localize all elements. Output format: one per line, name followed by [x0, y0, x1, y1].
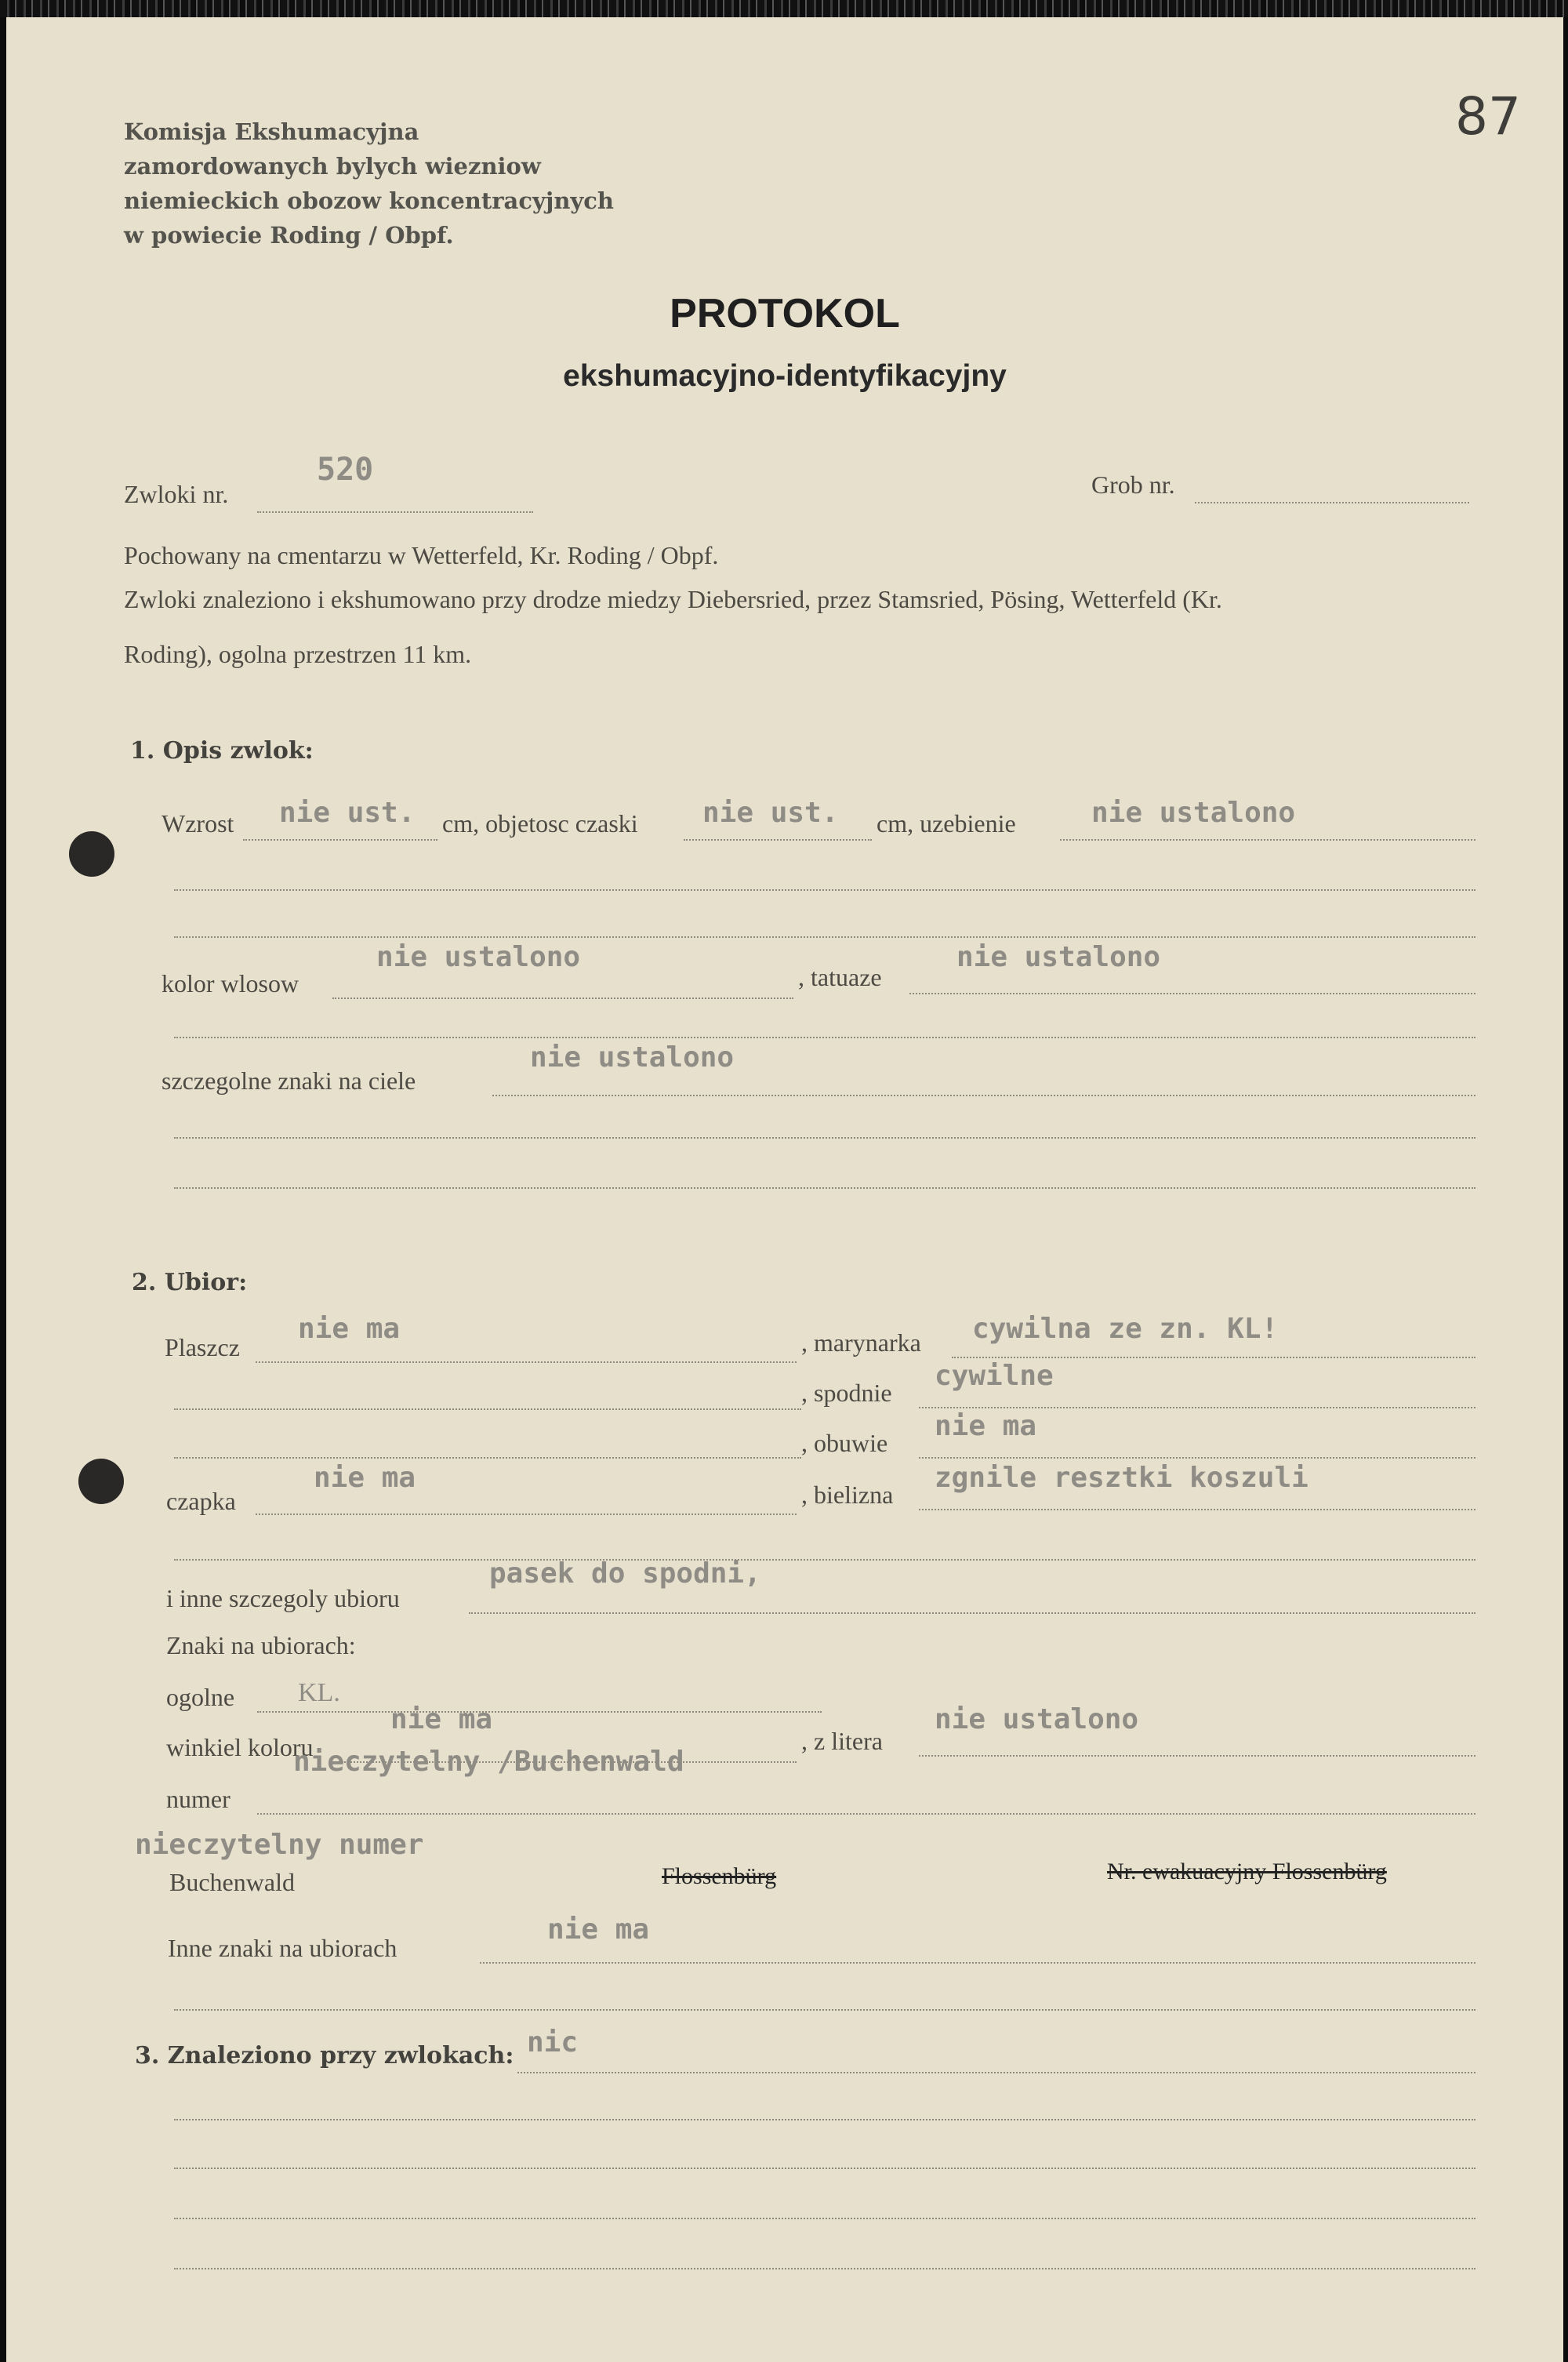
section-3-value: nic	[527, 2026, 579, 2059]
section-3-field-line	[517, 2072, 1475, 2073]
header-line-4: w powiecie Roding / Obpf.	[124, 222, 454, 249]
ogolne-value: KL.	[298, 1678, 340, 1707]
ogolne-label: ogolne	[166, 1683, 235, 1711]
document-title: PROTOKOL	[670, 291, 900, 336]
kolor-field-line	[332, 997, 793, 999]
section-2-heading: 2. Ubior:	[132, 1269, 248, 1296]
blank-line	[174, 1457, 801, 1459]
document-page	[6, 17, 1563, 2362]
z-litera-label: , z litera	[801, 1727, 883, 1755]
numer-label: numer	[166, 1785, 230, 1813]
section-3-heading: 3. Znaleziono przy zwlokach:	[135, 2042, 514, 2069]
czapka-value: nie ma	[314, 1462, 416, 1494]
winkiel-koloru-label: winkiel koloru	[166, 1733, 314, 1761]
grob-label: Grob nr.	[1091, 471, 1175, 499]
z-litera-value: nie ustalono	[935, 1703, 1139, 1735]
punch-hole	[78, 1459, 124, 1504]
kolor-wlosow-value: nie ustalono	[376, 941, 581, 973]
marynarka-field-line	[952, 1357, 1475, 1358]
marynarka-value: cywilna ze zn. KL!	[972, 1313, 1279, 1345]
spodnie-field-line	[919, 1407, 1475, 1408]
bielizna-value: zgnile resztki koszuli	[935, 1462, 1308, 1494]
inne-szczegoly-value: pasek do spodni,	[489, 1557, 761, 1590]
header-line-1: Komisja Ekshumacyjna	[124, 118, 419, 145]
blank-line	[174, 936, 1475, 938]
obuwie-value: nie ma	[935, 1410, 1037, 1442]
inne-field-line	[469, 1612, 1475, 1614]
inne-znaki-value: nie ma	[547, 1913, 650, 1946]
znaki-na-ubiorach-heading: Znaki na ubiorach:	[166, 1631, 356, 1659]
tatuaze-value: nie ustalono	[956, 941, 1161, 973]
blank-line	[174, 1037, 1475, 1038]
cm-objetosc-label: cm, objetosc czaski	[442, 809, 638, 838]
zwloki-field-line	[257, 511, 533, 513]
section-1-heading: 1. Opis zwlok:	[130, 737, 314, 765]
zwloki-value: 520	[317, 452, 374, 488]
blank-line	[174, 1408, 801, 1410]
ogolne-field-line	[257, 1711, 822, 1713]
flossenburg-label: Flossenbürg	[662, 1863, 777, 1889]
scan-top-edge	[0, 0, 1568, 17]
uzebienie-field-line	[1060, 839, 1475, 841]
plaszcz-label: Plaszcz	[165, 1333, 240, 1361]
blank-line	[174, 2268, 1475, 2269]
czaszka-field-line	[684, 839, 872, 841]
czaszka-value: nie ust.	[702, 797, 839, 829]
tatuaze-field-line	[909, 993, 1475, 994]
bielizna-field-line	[919, 1509, 1475, 1510]
header-line-2: zamordowanych bylych wiezniow	[124, 153, 541, 180]
wzrost-value: nie ust.	[279, 797, 416, 829]
szczegolne-znaki-label: szczegolne znaki na ciele	[162, 1067, 416, 1095]
marynarka-label: , marynarka	[801, 1328, 921, 1357]
bielizna-label: , bielizna	[801, 1481, 894, 1509]
litera-field-line	[919, 1755, 1475, 1757]
punch-hole	[69, 831, 114, 877]
wzrost-label: Wzrost	[162, 809, 234, 838]
winkiel-koloru-value: nie ma	[390, 1703, 493, 1735]
intro-line-1: Pochowany na cmentarzu w Wetterfeld, Kr. Roding / Obpf.	[124, 541, 719, 569]
intro-line-3: Roding), ogolna przestrzen 11 km.	[124, 640, 472, 668]
czapka-label: czapka	[166, 1487, 236, 1515]
inne-znaki-field-line	[480, 1962, 1475, 1964]
blank-line	[174, 1137, 1475, 1139]
inne-szczegoly-label: i inne szczegoly ubioru	[166, 1584, 400, 1612]
czapka-field-line	[256, 1513, 797, 1515]
szczegolne-znaki-value: nie ustalono	[530, 1041, 735, 1074]
numer-value: nieczytelny /Buchenwald	[293, 1746, 684, 1778]
spodnie-label: , spodnie	[801, 1379, 892, 1407]
buchenwald-label: Buchenwald	[169, 1868, 295, 1896]
tatuaze-label: , tatuaze	[798, 963, 882, 991]
blank-line	[174, 2168, 1475, 2169]
blank-line	[174, 1559, 1475, 1561]
numer-buchenwald-value: nieczytelny numer	[135, 1829, 424, 1861]
plaszcz-value: nie ma	[298, 1313, 401, 1345]
nr-ewakuacyjny-label: Nr. ewakuacyjny Flossenbürg	[1107, 1859, 1387, 1884]
document-subtitle: ekshumacyjno-identyfikacyjny	[563, 359, 1007, 393]
wzrost-field-line	[243, 839, 437, 841]
uzebienie-value: nie ustalono	[1091, 797, 1296, 829]
spodnie-value: cywilne	[935, 1360, 1054, 1392]
header-line-3: niemieckich obozow koncentracyjnych	[124, 187, 615, 214]
obuwie-field-line	[919, 1457, 1475, 1459]
blank-line	[174, 2119, 1475, 2120]
blank-line	[174, 2009, 1475, 2011]
blank-line	[174, 1187, 1475, 1189]
intro-line-2: Zwloki znaleziono i ekshumowano przy drodze miedzy Diebersried, przez Stamsried, Pösing, Wetterfeld (Kr.	[124, 585, 1222, 613]
blank-line	[174, 889, 1475, 891]
inne-znaki-label: Inne znaki na ubiorach	[168, 1934, 397, 1962]
grob-field-line	[1195, 502, 1469, 503]
numer-field-line	[257, 1813, 1475, 1815]
cm-uzebienie-label: cm, uzebienie	[877, 809, 1016, 838]
znaki-field-line	[492, 1095, 1475, 1096]
zwloki-label: Zwloki nr.	[124, 480, 229, 508]
blank-line	[174, 2218, 1475, 2219]
kolor-wlosow-label: kolor wlosow	[162, 969, 299, 997]
page-number: 87	[1455, 86, 1521, 147]
plaszcz-field-line	[256, 1361, 797, 1363]
obuwie-label: , obuwie	[801, 1429, 888, 1457]
